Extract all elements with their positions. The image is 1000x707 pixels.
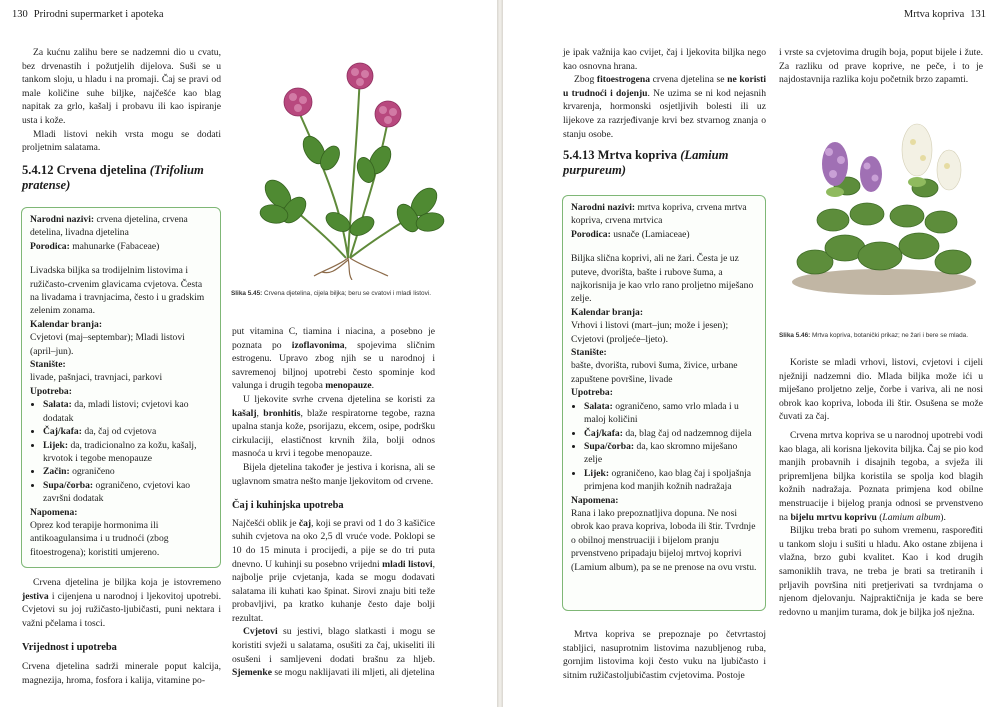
right-page bbox=[503, 0, 1000, 707]
list-item: • Lijek: ograničeno, kao blag čaj i spoljašnja primjena kod manjih kožnih nadražaja bbox=[584, 467, 757, 494]
deadnettle-use-label: Upotreba: bbox=[571, 387, 613, 399]
deadnettle-calendar-label: Kalendar branja: bbox=[571, 306, 644, 318]
list-item: • Lijek: da, tradicionalno za kožu, kašalj, krvotok i tegobe menopauze bbox=[43, 439, 212, 466]
left-page-number: 130 bbox=[12, 9, 28, 20]
left-page bbox=[0, 0, 497, 707]
deadnettle-folk-names: Narodni nazivi: mrtva kopriva, crvena mrtva kopriva, crvena mrtvica bbox=[571, 202, 747, 227]
deadnettle-calendar-value: Vrhovi i listovi (mart–jun; može i jesen); Cvjetovi (proljeće–ljeto). bbox=[571, 320, 729, 345]
section-heading-deadnettle: 5.4.13 Mrtva kopriva (Lamium purpureum) bbox=[563, 148, 729, 177]
figure-caption-545: Slika 5.45: Crvena djetelina, cijela biljka; beru se cvatovi i mladi listovi. bbox=[231, 290, 431, 297]
right-page-number: 131 bbox=[970, 9, 986, 20]
list-item: • Salata: da, mladi listovi; cvjetovi kao dodatak bbox=[43, 398, 212, 425]
intro-paragraph-2: Mladi listovi nekih vrsta mogu se dodati proljetnim salatama. bbox=[22, 128, 221, 154]
deadnettle-notes-label: Napomena: bbox=[571, 494, 619, 506]
list-item: • Čaj/kafa: da, čaj od cvjetova bbox=[43, 425, 212, 438]
value-paragraph: Crvena djetelina sadrži minerale poput kalcija, magnezija, hroma, fosfora i kalija, vitamine po- bbox=[22, 660, 221, 686]
tea-subheading: Čaj i kuhinjska upotreba bbox=[232, 500, 344, 512]
deadnettle-notes-value: Rana i lako prepoznatljiva dopuna. Ne nosi obrok kao prava kopriva, loboda ili štir. Tvrdnje o obilnoj menstruaciji i bijelom pranju prvenstveno pripadaju bijeloj mrtvoj koprivi (Lamium album), pa se ne prenose na ovu vrstu. bbox=[571, 507, 757, 573]
right-col1-top bbox=[563, 46, 766, 141]
section-latin-deadnettle: (Lamium purpureum) bbox=[563, 148, 729, 177]
recognition-paragraph: Mrtva kopriva se prepoznaje po četvrtastoj stabljici, nasuprotnim listovima nazubljenog ruba, gornjim listovima koji često vuku na ljubičasto i sitnim ružičastoljubičastim cvjetovima. Postoje bbox=[563, 629, 766, 681]
left-head-title: Prirodni supermarket i apoteka bbox=[33, 9, 164, 20]
medicinal-paragraph: U ljekovite svrhe crvena djetelina se koristi za kašalj, bronhitis, blaže respiratorne tegobe, razna upalna stanja kože, psorijazu, ekcem, osipe, podršku cirkulaciji, elastičnost krvnih žila, bolji odnos masnoća u krvi i tegobe menopauze. bbox=[232, 393, 436, 460]
intro-text bbox=[22, 46, 221, 155]
clover-info-box bbox=[21, 207, 221, 568]
phytoestrogen-paragraph: Zbog fitoestrogena crvena djetelina se ne koristi u trudnoći i dojenju. Ne uzima se ni kod nejasnih krvarenja, hormonski osjetljivih bolesti ili uz lijekove za razrjeđivanje krvi bez stvarnog znanja o stanju osobe. bbox=[563, 74, 767, 140]
deadnettle-drawing bbox=[785, 116, 983, 298]
right-head-title: Mrtva kopriva bbox=[903, 9, 965, 20]
red-clover-drawing bbox=[238, 62, 460, 280]
right-column-2 bbox=[779, 356, 983, 619]
right-running-head bbox=[904, 9, 992, 20]
deadnettle-family: Porodica: usnače (Lamiaceae) bbox=[571, 228, 690, 240]
deadnettle-habitat-value: bašte, dvorišta, rubovi šuma, živice, urbane zapuštene površine, livade bbox=[571, 360, 738, 385]
clover-habitat-value: livade, pašnjaci, travnjaci, parkovi bbox=[30, 372, 163, 384]
deadnettle-habitat-label: Stanište: bbox=[571, 347, 607, 359]
harvest-paragraph: Biljku treba brati po suhom vremenu, raspoređiti u tankom sloju i sušiti u hladu. Ako ostane zbijena i vlažna, brzo gubi kvalitet. Kao i kod drugih samoniklih trava, ne treba je brati sa tretiranih i prljavih površina niti pretjerivati sa tvrdnjama o njenom djelovanju. Najpraktičnija je kada se bere redovno u manjim turama, dok je biljka još nježna. bbox=[779, 525, 983, 618]
left-column-2 bbox=[232, 325, 435, 680]
left-running-head bbox=[6, 9, 164, 20]
flowers-paragraph: Cvjetovi su jestivi, blago slatkasti i mogu se koristiti svježi u salatama, osušiti za čaj, ukiseliti ili osušeni i samljeveni dodati brašnu za hljeb. Sjemenke se mogu naklijavati ili mljeti, ali djetelina bbox=[232, 626, 435, 679]
color-variants-paragraph: i vrste sa cvjetovima drugih boja, poput bijele i žute. Za razliku od prave koprive, ne peče, i to je najdostavnija razlika koju početnik brzo zapamti. bbox=[779, 47, 983, 86]
clover-folk-names: Narodni nazivi: crvena djetelina, crvena detelina, livadna djetelina bbox=[30, 214, 188, 239]
clover-calendar-value: Cvjetovi (maj–septembar); Mladi listovi (april–jun). bbox=[30, 332, 185, 357]
list-item: • Čaj/kafa: da, blag čaj od nadzemnog dijela bbox=[584, 427, 757, 440]
continuation-paragraph: je ipak važnija kao cvijet, čaj i ljekovita biljka nego kao osnovna hrana. bbox=[563, 47, 766, 72]
tea-paragraph: Najčešći oblik je čaj, koji se pravi od 1 do 3 kašičice suhih cvjetova na oko 2,5 dl vruće vode. Poklopi se 10 do 15 minuta i procijedi, a pije se do tri puta dnevno. U kuhinji su posebno vrijedni mladi listovi, najbolje prije cvjetanja, kada se mogu dodavati salatama ili kuhati kao špinat. Sirovi znaju biti teže probavljivi, pa kratko kuhanje često daje bolji rezultat. bbox=[232, 517, 436, 624]
clover-family: Porodica: mahunarke (Fabaceae) bbox=[30, 240, 160, 252]
deadnettle-use-list bbox=[571, 400, 757, 494]
clover-use-list bbox=[30, 398, 212, 505]
clover-after-box bbox=[22, 576, 221, 687]
clover-description: Livadska biljka sa trodijelnim listovima i ružičasto-crvenim glavicama cvjetova. Česta na livadama i travnjacima, često i u gradskim zelenim zonama. bbox=[30, 265, 205, 317]
right-col1-bottom bbox=[563, 628, 766, 682]
clover-habitat-label: Stanište: bbox=[30, 359, 66, 371]
clover-use-label: Upotreba: bbox=[30, 385, 72, 397]
list-item: • Salata: ograničeno, samo vrlo mlada i u maloj količini bbox=[584, 400, 757, 427]
clover-notes-label: Napomena: bbox=[30, 506, 78, 518]
red-clover-illustration bbox=[238, 62, 460, 280]
right-col2-top bbox=[779, 46, 983, 87]
clover-intro-paragraph: Crvena djetelina je biljka koja je istovremeno jestiva i cijenjena u narodnoj i ljekovitoj upotrebi. Cvjetovi su joj ružičasto-ljubičasti, puni nektara i važni pčelama i tosci. bbox=[22, 577, 221, 629]
deadnettle-illustration bbox=[785, 116, 983, 298]
folk-medicine-paragraph: Crvena mrtva kopriva se u narodnoj upotrebi vodi kao blaga, ali korisna ljekovita biljka. Čaj se pio kod manjih probavnih i disajnih tegoba, a svježa ili pripremljena biljka koristila se spolja kod blagih kožnih nadražaja. Poznata primjena kod obilne menstruacije i bijelog pranja odnosi se prvenstveno na bijelu mrtvu koprivu (Lamium album). bbox=[779, 429, 983, 523]
intro-paragraph-1: Za kućnu zalihu bere se nadzemni dio u cvatu, bez drvenastih i požutjelih dijelova. Suši se u tankom sloju, u hladu i na promaji. Čaj se pravi od male količine suhe biljke, najčešće kao blag napitak za grlo, kašalj i probavu ili kao ispiranje usta i kože. bbox=[22, 47, 221, 126]
deadnettle-info-box bbox=[562, 195, 766, 611]
list-item: • Začin: ograničeno bbox=[43, 465, 212, 478]
clover-notes-value: Oprez kod terapije hormonima ili antikoagulansima i u trudnoći (zbog fitoestrogena); koristiti umjereno. bbox=[30, 519, 169, 558]
usage-paragraph: Koriste se mladi vrhovi, listovi, cvjetovi i cijeli nježniji nadzemni dio. Mlada biljka može ići u miješano proljetno zelje, čorbe i variva, ali ne nosi obrok kao kopriva, loboda ili štir. Osušena se može čuvati za čaj. bbox=[779, 357, 983, 423]
white-clover-paragraph: Bijela djetelina također je jestiva i korisna, ali se uglavnom smatra nešto manje ljekovitom od crvene. bbox=[232, 461, 435, 487]
clover-calendar-label: Kalendar branja: bbox=[30, 318, 103, 330]
isoflavone-paragraph: put vitamina C, tiamina i niacina, a posebno je poznata po izoflavonima, spojevima sličnim estrogenu. Upravo zbog njih se u narodnoj i savremenoj biljnoj upotrebi često spominje kod valunga i drugih tegoba menopauze. bbox=[232, 326, 435, 392]
section-latin-clover: (Trifolium pratense) bbox=[22, 163, 204, 192]
list-item: • Supa/čorba: da, kao skromno miješano zelje bbox=[584, 440, 757, 467]
value-subheading: Vrijednost i upotreba bbox=[22, 642, 117, 654]
section-heading-clover: 5.4.12 Crvena djetelina (Trifolium pratense) bbox=[22, 163, 204, 192]
figure-caption-546: Slika 5.46: Mrtva kopriva, botanički prikaz; ne žari i bere se mlada. bbox=[779, 332, 968, 339]
deadnettle-description: Biljka slična koprivi, ali ne žari. Česta je uz puteve, dvorišta, bašte i rubove šuma, a najkorisnija je kao vrlo rano proljetno miješano zelje. bbox=[571, 253, 754, 305]
list-item: • Supa/čorba: ograničeno, cvjetovi kao završni dodatak bbox=[43, 479, 212, 506]
